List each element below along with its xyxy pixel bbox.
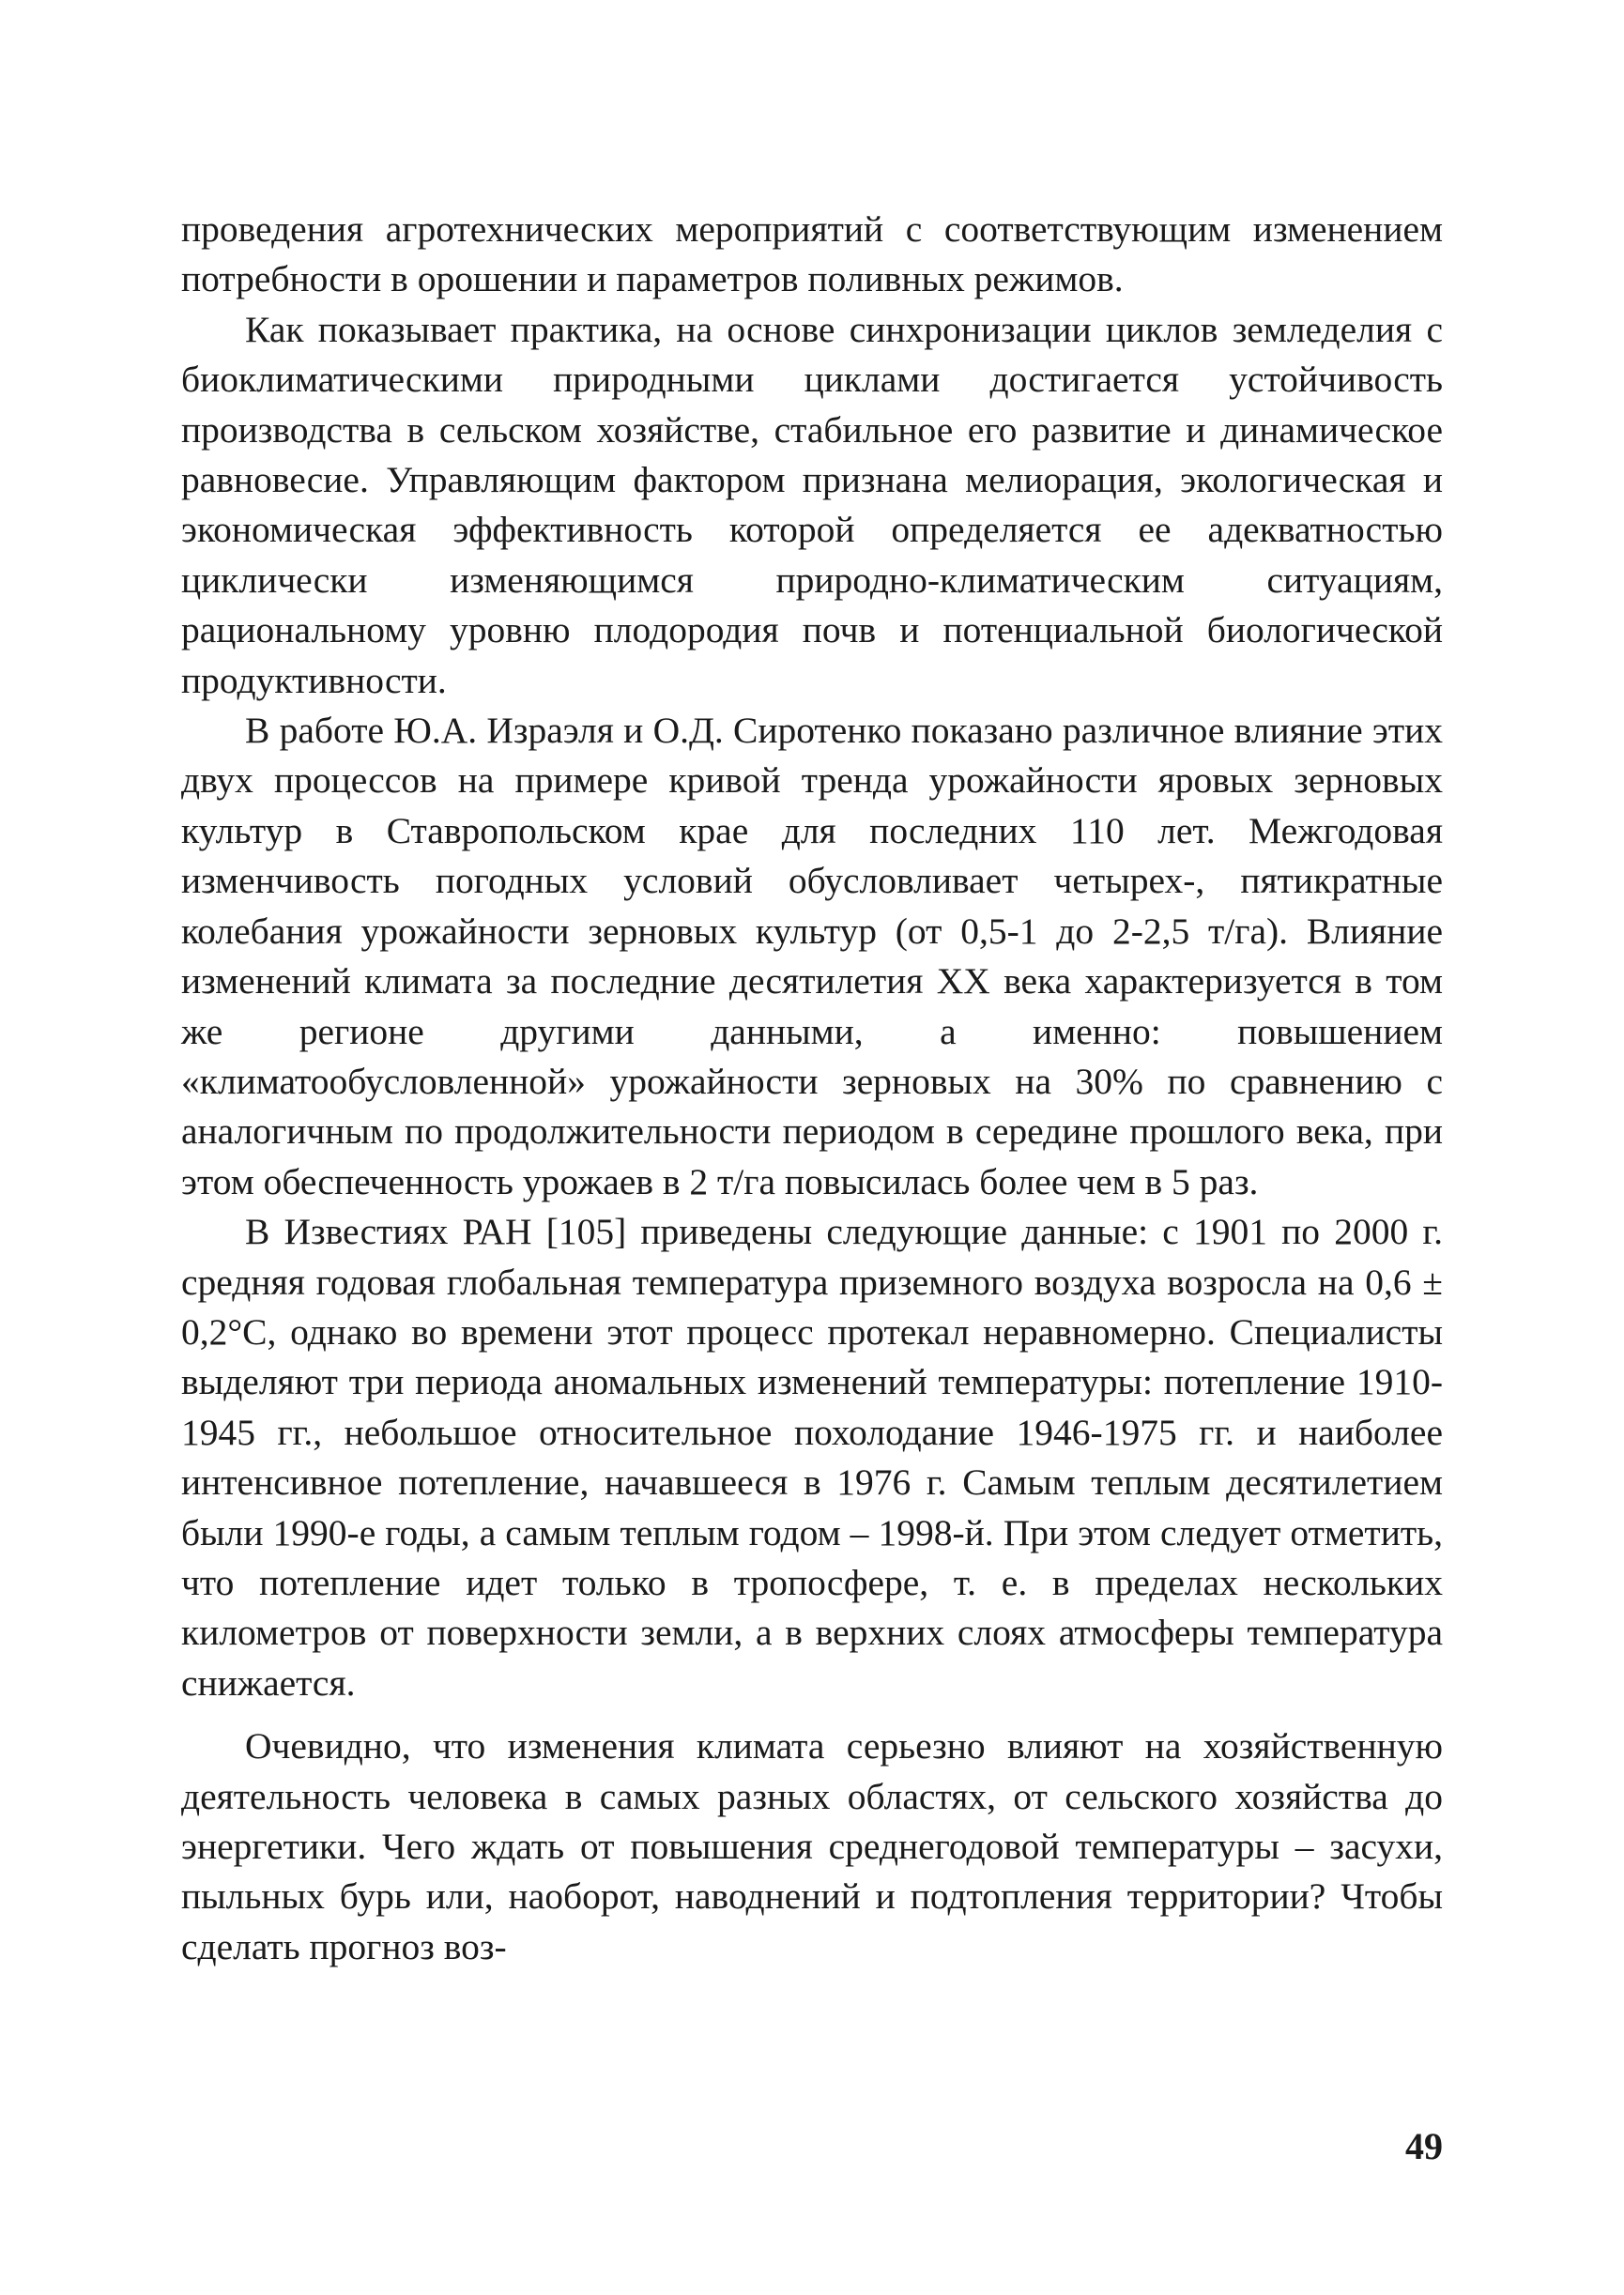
paragraph-izrael-sirotenko: В работе Ю.А. Израэля и О.Д. Сиротенко показано различное влияние этих двух процессов на примере кривой тренда урожайности яровых зерновых культур в Ставропольском крае для последних 110 лет. Межгодовая изменчивость погодных условий обусловливает четырех-, пятикратные колебания урожайности зерновых культур (от 0,5-1 до 2-2,5 т/га). Влияние изменений климата за последние десятилетия XX века характеризуется в том же регионе другими данными, а именно: повышением «климатообусловленной» урожайности зерновых на 30% по сравнению с аналогичным по продолжительности периодом в середине прошлого века, при этом обеспеченность урожаев в 2 т/га повысилась более чем в 5 раз. [181,710,1443,1202]
paragraph-practice: Как показывает практика, на основе синхронизации циклов земледелия с биоклиматическими природными циклами достигается устойчивость производства в сельском хозяйстве, стабильное его развитие и динамическое равновесие. Управляющим фактором признана мелиорация, экологическая и экономическая эффективность которой определяется ее адекватностью циклически изменяющимся природно-климатическим ситуациям, рациональному уровню плодородия почв и потенциальной биологической продуктивности. [181,308,1443,701]
paragraph-ran-news: В Известиях РАН [105] приведены следующие данные: с 1901 по 2000 г. средняя годовая глобальная температура приземного воздуха возросла на 0,6 ± 0,2°С, однако во времени этот процесс протекал неравномерно. Специалисты выделяют три периода аномальных изменений температуры: потепление 1910-1945 гг., небольшое относительное похолодание 1946-1975 гг. и наиболее интенсивное потепление, начавшееся в 1976 г. Самым теплым десятилетием были 1990-е годы, а самым теплым годом – 1998-й. При этом следует отметить, что потепление идет только в тропосфере, т. е. в пределах нескольких километров от поверхности земли, а в верхних слоях атмосферы температура снижается. [181,1211,1443,1704]
paragraph-climate-impact: Очевидно, что изменения климата серьезно влияют на хозяйственную деятельность человека в самых разных областях, от сельского хозяйства до энергетики. Чего ждать от повышения среднегодовой температуры – засухи, пыльных бурь или, наоборот, наводнений и подтопления территории? Чтобы сделать прогноз воз- [181,1725,1443,1967]
body-text [181,205,1443,1972]
paragraph-continuation: проведения агротехнических мероприятий с соответствующим изменением потребности в орошении и параметров поливных режимов. [181,208,1443,300]
page-number: 49 [1405,2125,1443,2167]
